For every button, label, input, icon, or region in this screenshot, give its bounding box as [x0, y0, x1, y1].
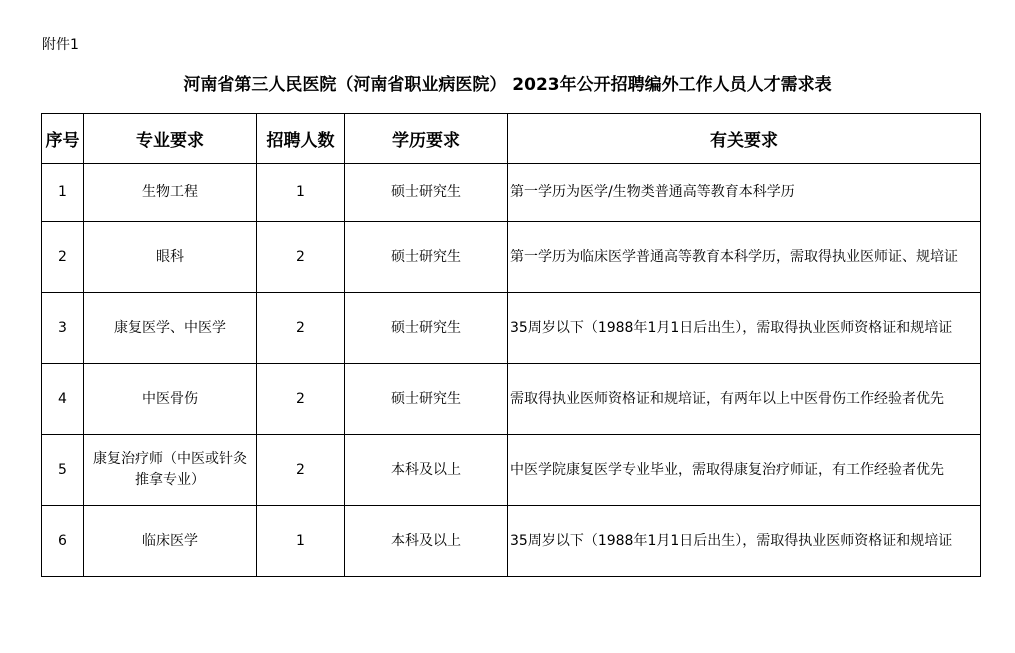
cell-count: 2: [257, 222, 345, 293]
cell-education: 硕士研究生: [345, 164, 508, 222]
cell-major: 康复治疗师（中医或针灸推拿专业）: [84, 435, 257, 506]
cell-education: 硕士研究生: [345, 364, 508, 435]
cell-number: 4: [42, 364, 84, 435]
header-number: 序号: [42, 114, 84, 164]
cell-education: 本科及以上: [345, 506, 508, 577]
header-major: 专业要求: [84, 114, 257, 164]
cell-requirement: 中医学院康复医学专业毕业，需取得康复治疗师证，有工作经验者优先: [508, 435, 981, 506]
header-count: 招聘人数: [257, 114, 345, 164]
cell-count: 2: [257, 435, 345, 506]
table-row: [42, 293, 981, 364]
header-education: 学历要求: [345, 114, 508, 164]
cell-number: 2: [42, 222, 84, 293]
cell-education: 硕士研究生: [345, 222, 508, 293]
cell-requirement: 需取得执业医师资格证和规培证，有两年以上中医骨伤工作经验者优先: [508, 364, 981, 435]
cell-requirement: 第一学历为医学/生物类普通高等教育本科学历: [508, 164, 981, 222]
cell-count: 1: [257, 506, 345, 577]
cell-requirement: 第一学历为临床医学普通高等教育本科学历，需取得执业医师证、规培证: [508, 222, 981, 293]
cell-education: 硕士研究生: [345, 293, 508, 364]
document-title: 河南省第三人民医院（河南省职业病医院） 2023年公开招聘编外工作人员人才需求表: [183, 75, 832, 95]
table-row: [42, 364, 981, 435]
cell-major: 中医骨伤: [84, 364, 257, 435]
cell-number: 6: [42, 506, 84, 577]
attachment-label: 附件1: [42, 37, 79, 53]
cell-requirement: 35周岁以下（1988年1月1日后出生），需取得执业医师资格证和规培证: [508, 293, 981, 364]
cell-major: 康复医学、中医学: [84, 293, 257, 364]
cell-major: 生物工程: [84, 164, 257, 222]
table-row: [42, 506, 981, 577]
recruitment-table: [41, 113, 981, 577]
cell-requirement: 35周岁以下（1988年1月1日后出生），需取得执业医师资格证和规培证: [508, 506, 981, 577]
cell-number: 3: [42, 293, 84, 364]
table-row: [42, 435, 981, 506]
cell-count: 1: [257, 164, 345, 222]
table-row: [42, 222, 981, 293]
table-header-row: [42, 114, 981, 164]
cell-major: 临床医学: [84, 506, 257, 577]
table-row: [42, 164, 981, 222]
cell-major: 眼科: [84, 222, 257, 293]
cell-number: 5: [42, 435, 84, 506]
cell-count: 2: [257, 364, 345, 435]
cell-number: 1: [42, 164, 84, 222]
header-requirement: 有关要求: [508, 114, 981, 164]
cell-education: 本科及以上: [345, 435, 508, 506]
cell-count: 2: [257, 293, 345, 364]
